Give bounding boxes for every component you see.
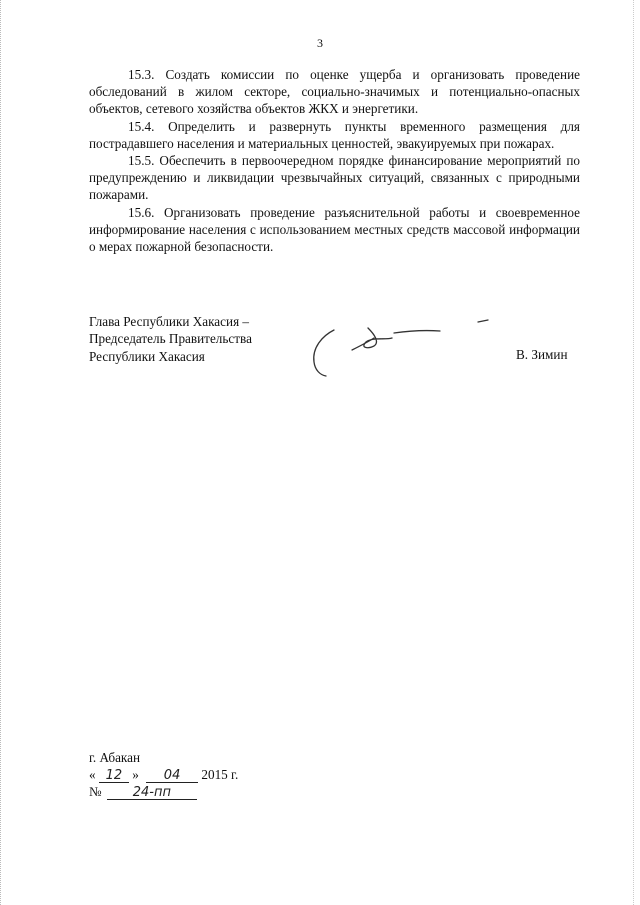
page-number: 3 [317,36,323,50]
signatory-title-line-1: Глава Республики Хакасия – [89,314,250,329]
document-number-handwritten: 24-пп [107,786,197,800]
paragraph-15-4: 15.4. Определить и развернуть пункты временного размещения для пострадавшего населения и материальных ценностей, эвакуируемых при пожарах. [89,118,580,151]
paragraph-15-3: 15.3. Создать комиссии по оценке ущерба и организовать проведение обследований в жилом секторе, социально-значимых и потенциально-опасных объектов, сетевого хозяйства объектов ЖКХ и энергетики. [89,67,580,117]
date-year: 2015 г. [201,767,239,782]
date-line [89,766,238,783]
handwritten-signature [308,312,504,382]
scan-right-edge [633,0,640,905]
signatory-title-line-3: Республики Хакасия [89,348,205,364]
signatory-title [89,313,252,365]
scan-left-edge [0,0,4,905]
city-line: г. Абакан [89,750,141,765]
date-close-quote: » [132,767,139,782]
paragraph-15-5: 15.5. Обеспечить в первоочередном порядке финансирование мероприятий по предупреждению и ликвидации чрезвычайных ситуаций, связанных с природными пожарами. [89,153,580,203]
date-open-quote: « [89,767,96,782]
number-label: № [89,784,102,799]
body-text [89,66,580,255]
signatory-title-line-2: Председатель Правительства [89,331,252,347]
paragraph-15-6: 15.6. Организовать проведение разъяснительной работы и своевременное информирование населения с использованием местных средств массовой информации о мерах пожарной безопасности. [89,204,580,255]
date-month-handwritten: 04 [146,769,198,783]
document-footer [89,749,238,800]
signatory-name: В. Зимин [516,347,568,362]
number-line [89,783,238,800]
date-day-handwritten: 12 [99,769,129,783]
